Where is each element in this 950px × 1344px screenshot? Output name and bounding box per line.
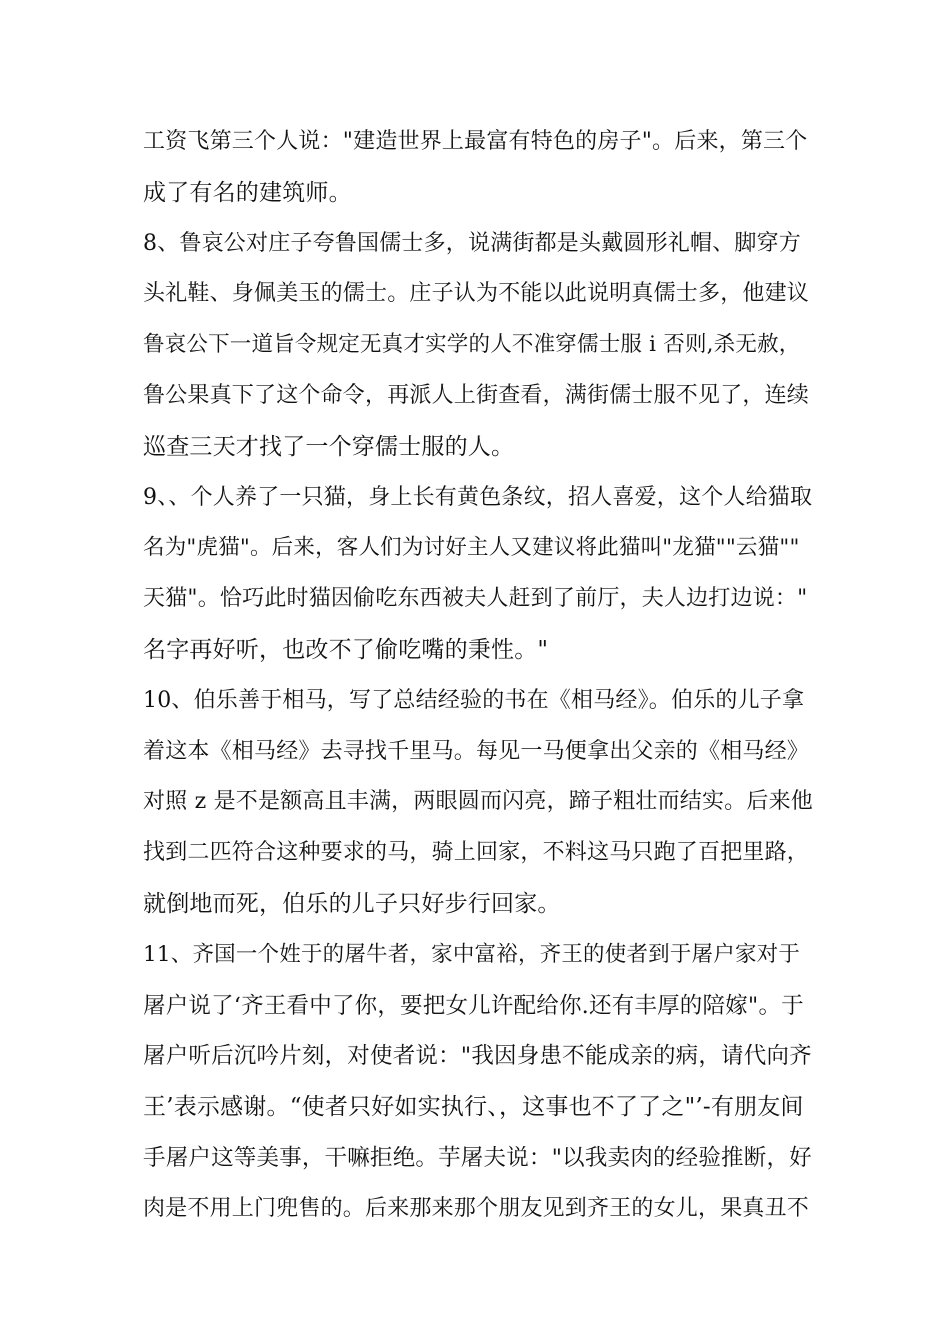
- text-line: 名字再好听，也改不了偷吃嘴的秉性。": [143, 636, 549, 663]
- text-line: 巡查三天才找了一个穿儒士服的人。: [143, 433, 515, 460]
- text-line: 名为"虎猫"。后来，客人们为讨好主人又建议将此猫叫"龙猫""云猫"": [143, 535, 800, 561]
- text-line: 屠户听后沉吟片刻，对使者说："我因身患不能成亲的病，请代向齐: [143, 1043, 812, 1070]
- text-line: 天猫"。恰巧此时猫因偷吃东西被夫人赶到了前厅，夫人边打边说：": [143, 586, 808, 612]
- text-line: 10、伯乐善于相马，写了总结经验的书在《相马经》。伯乐的儿子拿: [143, 687, 805, 713]
- text-line: 9、、个人养了一只猫，身上长有黄色条纹，招人喜爱，这个人给猫取: [143, 484, 813, 510]
- text-line: 就倒地而死，伯乐的儿子只好步行回家。: [143, 890, 561, 917]
- text-line: 着这本《相马经》去寻找千里马。每见一马便拿出父亲的《相马经》: [143, 738, 810, 764]
- text-line: 工资飞第三个人说："建造世界上最富有特色的房子"。后来，第三个: [143, 129, 808, 154]
- text-line: 找到二匹符合这种要求的马，骑上回家，不料这马只跑了百把里路，: [143, 840, 810, 866]
- text-line: 屠户说了‘齐王看中了你，要把女儿许配给你.还有丰厚的陪嫁"。于: [143, 992, 804, 1019]
- text-line: 头礼鞋、身佩美玉的儒士。庄子认为不能以此说明真儒士多，他建议: [143, 281, 810, 307]
- text-line: 肉是不用上门兜售的。后来那来那个朋友见到齐王的女儿，果真丑不: [143, 1195, 810, 1221]
- document-body: [143, 117, 813, 1235]
- text-line: 鲁哀公下一道旨令规定无真才实学的人不准穿儒士服 i 否则,杀无赦，: [143, 332, 801, 358]
- text-line: 王’表示感谢。“使者只好如实执行、，这事也不了了之"’-有朋友间: [143, 1094, 804, 1121]
- text-line: 11、齐国一个姓于的屠牛者，家中富裕，齐王的使者到于屠户家对于: [143, 941, 801, 967]
- text-line: 成了有名的建筑师。: [143, 179, 352, 206]
- text-line: 对照 z 是不是额高且丰满，两眼圆而闪亮，蹄子粗壮而结实。后来他: [143, 789, 813, 815]
- text-line: 鲁公果真下了这个命令，再派人上街查看，满街儒士服不见了，连续: [143, 382, 810, 408]
- text-line: 8、鲁哀公对庄子夸鲁国儒士多，说满街都是头戴圆形礼帽、脚穿方: [143, 230, 801, 256]
- text-line: 手屠户这等美事，干嘛拒绝。芋屠夫说："以我卖肉的经验推断，好: [143, 1144, 812, 1171]
